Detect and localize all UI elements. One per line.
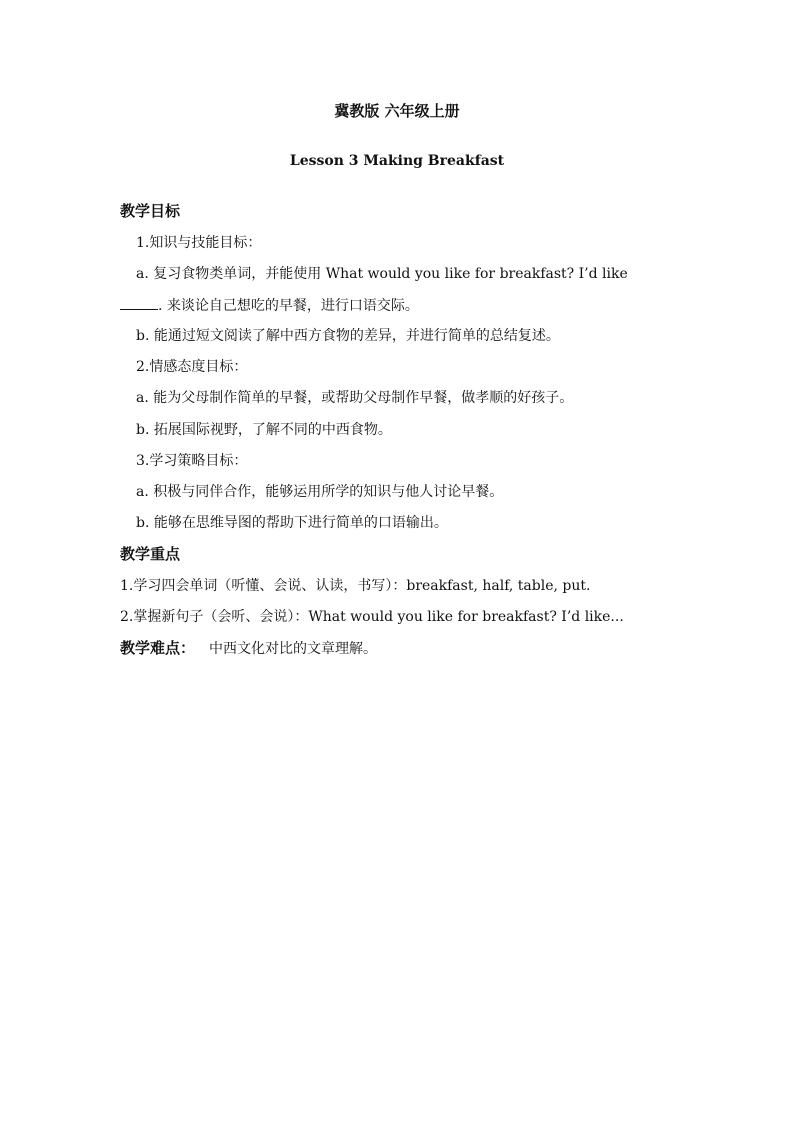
difficulty-label: 教学难点： (120, 639, 196, 657)
lesson-title: Lesson 3 Making Breakfast (289, 153, 505, 169)
emotion-item-a: a. 能为父母制作简单的早餐，或帮助父母制作早餐，做孝顺的好孩子。 (136, 390, 574, 406)
key-point-item-2: 2.掌握新句子（会听、会说）：What would you like for breakfast? I’d like... (120, 609, 624, 625)
key-point-item-1: 1.学习四会单词（听懂、会说、认读，书写）：breakfast, half, table, put. (120, 578, 591, 594)
emotion-attitude-label: 2.情感态度目标： (136, 359, 248, 375)
knowledge-item-a-line2 (120, 295, 419, 316)
strategy-label: 3.学习策略目标： (136, 453, 248, 469)
document-title: 冀教版 六年级上册 (334, 102, 460, 120)
strategy-item-a: a. 积极与同伴合作，能够运用所学的知识与他人讨论早餐。 (136, 484, 504, 500)
strategy-item-b: b. 能够在思维导图的帮助下进行简单的口语输出。 (136, 515, 448, 531)
fill-in-blank (120, 295, 158, 310)
objectives-heading: 教学目标 (120, 202, 181, 220)
difficulty-text: 中西文化对比的文章理解。 (209, 641, 378, 657)
emotion-item-b: b. 拓展国际视野，了解不同的中西食物。 (136, 422, 392, 438)
difficulty-row (120, 638, 377, 659)
knowledge-item-b: b. 能通过短文阅读了解中西方食物的差异，并进行简单的总结复述。 (136, 328, 560, 344)
knowledge-item-a-continuation: . 来谈论自己想吃的早餐，进行口语交际。 (158, 298, 419, 314)
knowledge-item-a-line1: a. 复习食物类单词，并能使用 What would you like for breakfast? I’d like (136, 266, 628, 282)
key-points-heading: 教学重点 (120, 545, 181, 563)
knowledge-skill-label: 1.知识与技能目标： (136, 235, 262, 251)
